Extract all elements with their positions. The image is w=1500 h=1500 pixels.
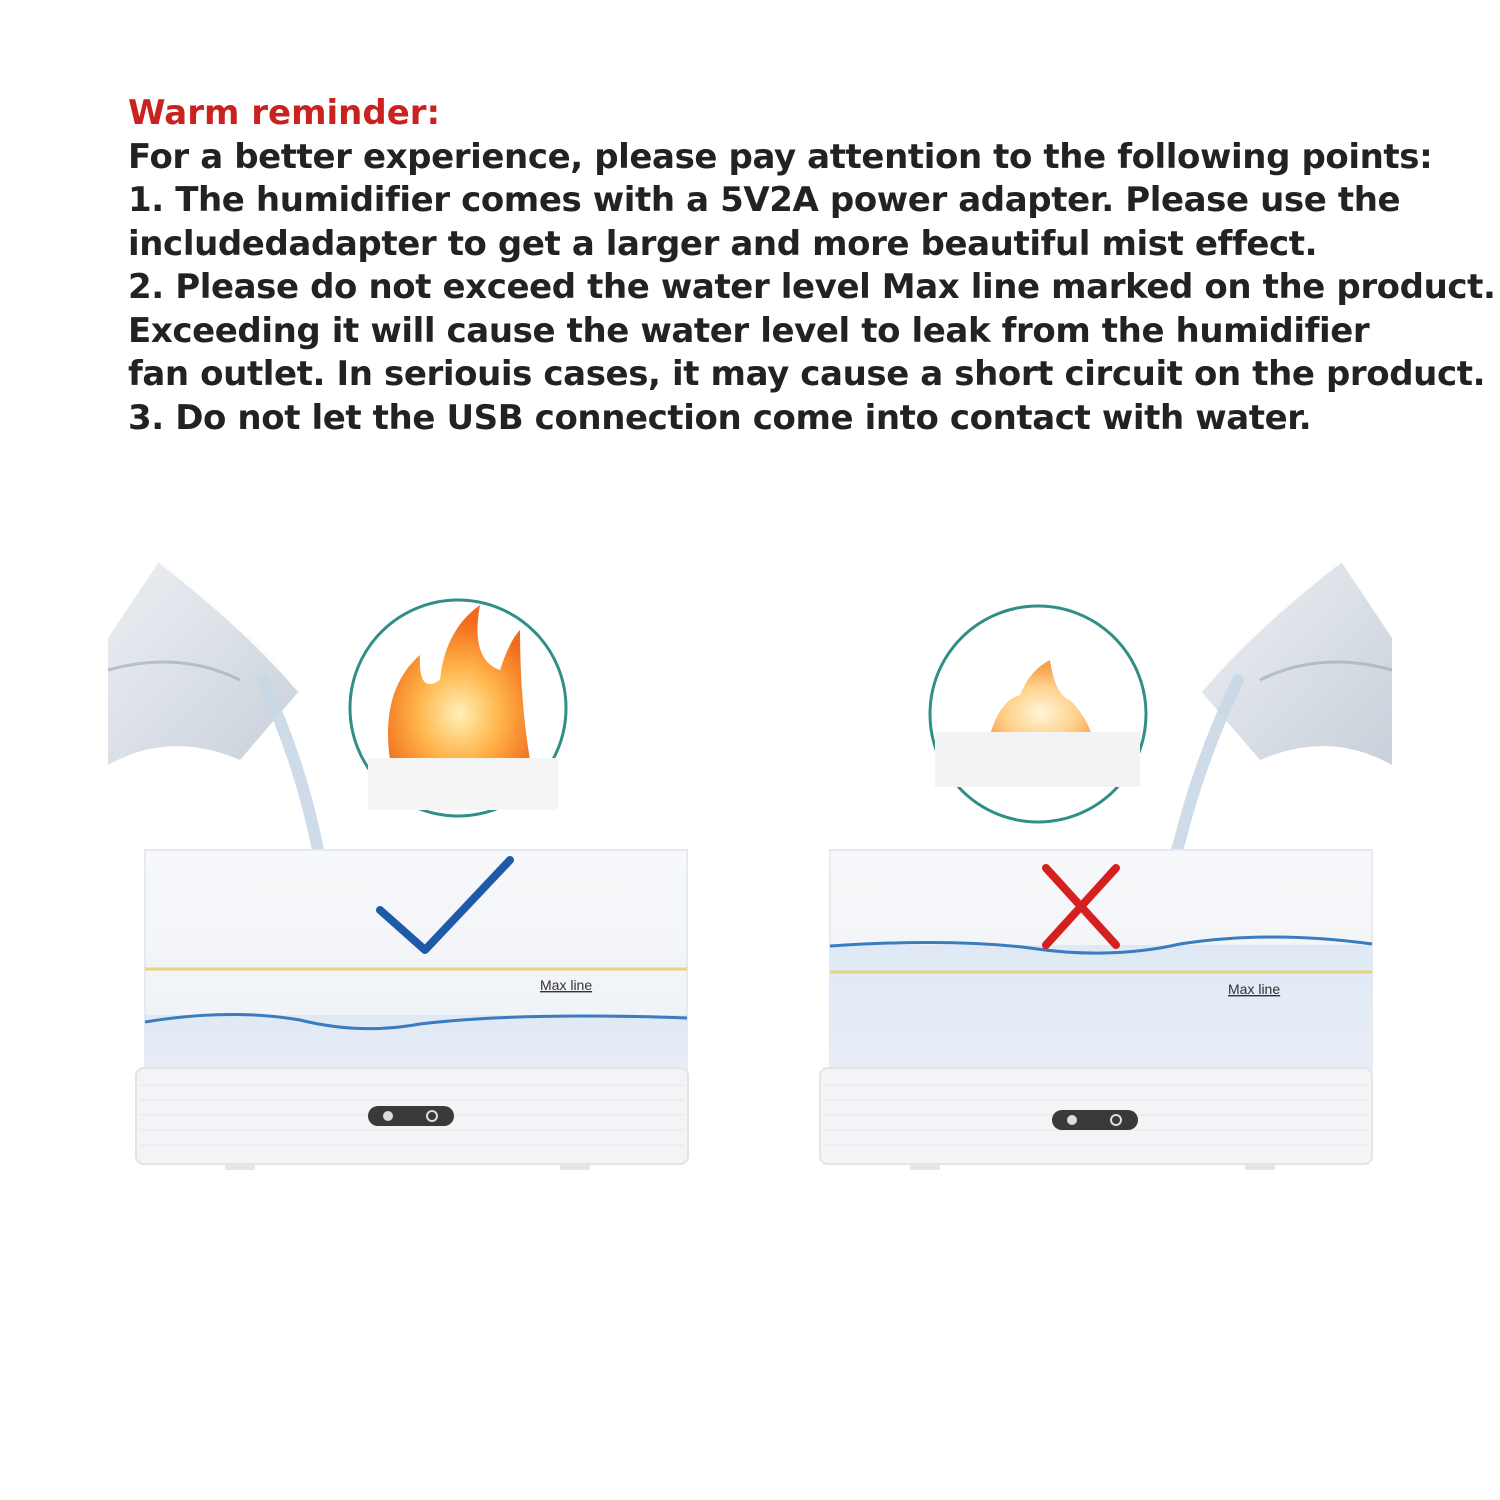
water-level-illustration <box>0 520 1500 1220</box>
notice-line-2c: fan outlet. In seriouis cases, it may cause a short circuit on the product. <box>128 354 1486 394</box>
humidifier-base <box>820 1068 1372 1170</box>
correct-fill-example <box>108 560 688 1170</box>
max-line-label: Max line <box>540 977 593 993</box>
big-flame-inset <box>350 600 566 816</box>
pouring-cup-icon <box>1200 560 1392 765</box>
notice-line-1b: includedadapter to get a larger and more beautiful mist effect. <box>128 223 1318 264</box>
notice-line-2a: 2. Please do not exceed the water level Max line marked on the product. <box>128 267 1496 307</box>
notice-line-1a: 1. The humidifier comes with a 5V2A power adapter. Please use the <box>128 180 1401 220</box>
control-buttons <box>368 1106 454 1126</box>
small-flame-inset <box>930 606 1146 822</box>
notice-line-intro: For a better experience, please pay attention to the following points: <box>128 136 1433 177</box>
notice-line-3: 3. Do not let the USB connection come into contact with water. <box>128 397 1312 438</box>
notice-heading: Warm reminder: <box>128 93 441 133</box>
pouring-cup-icon <box>108 560 300 765</box>
incorrect-fill-example <box>820 560 1392 1170</box>
notice-line-2b: Exceeding it will cause the water level to leak from the humidifier <box>128 310 1370 351</box>
mist-button-icon <box>1067 1115 1077 1125</box>
mist-button-icon <box>383 1111 393 1121</box>
humidifier-tank <box>145 850 687 1070</box>
max-line-label: Max line <box>1228 981 1281 997</box>
humidifier-base <box>136 1068 688 1170</box>
control-buttons <box>1052 1110 1138 1130</box>
humidifier-tank <box>830 850 1372 1070</box>
warm-reminder-notice <box>128 92 1496 440</box>
